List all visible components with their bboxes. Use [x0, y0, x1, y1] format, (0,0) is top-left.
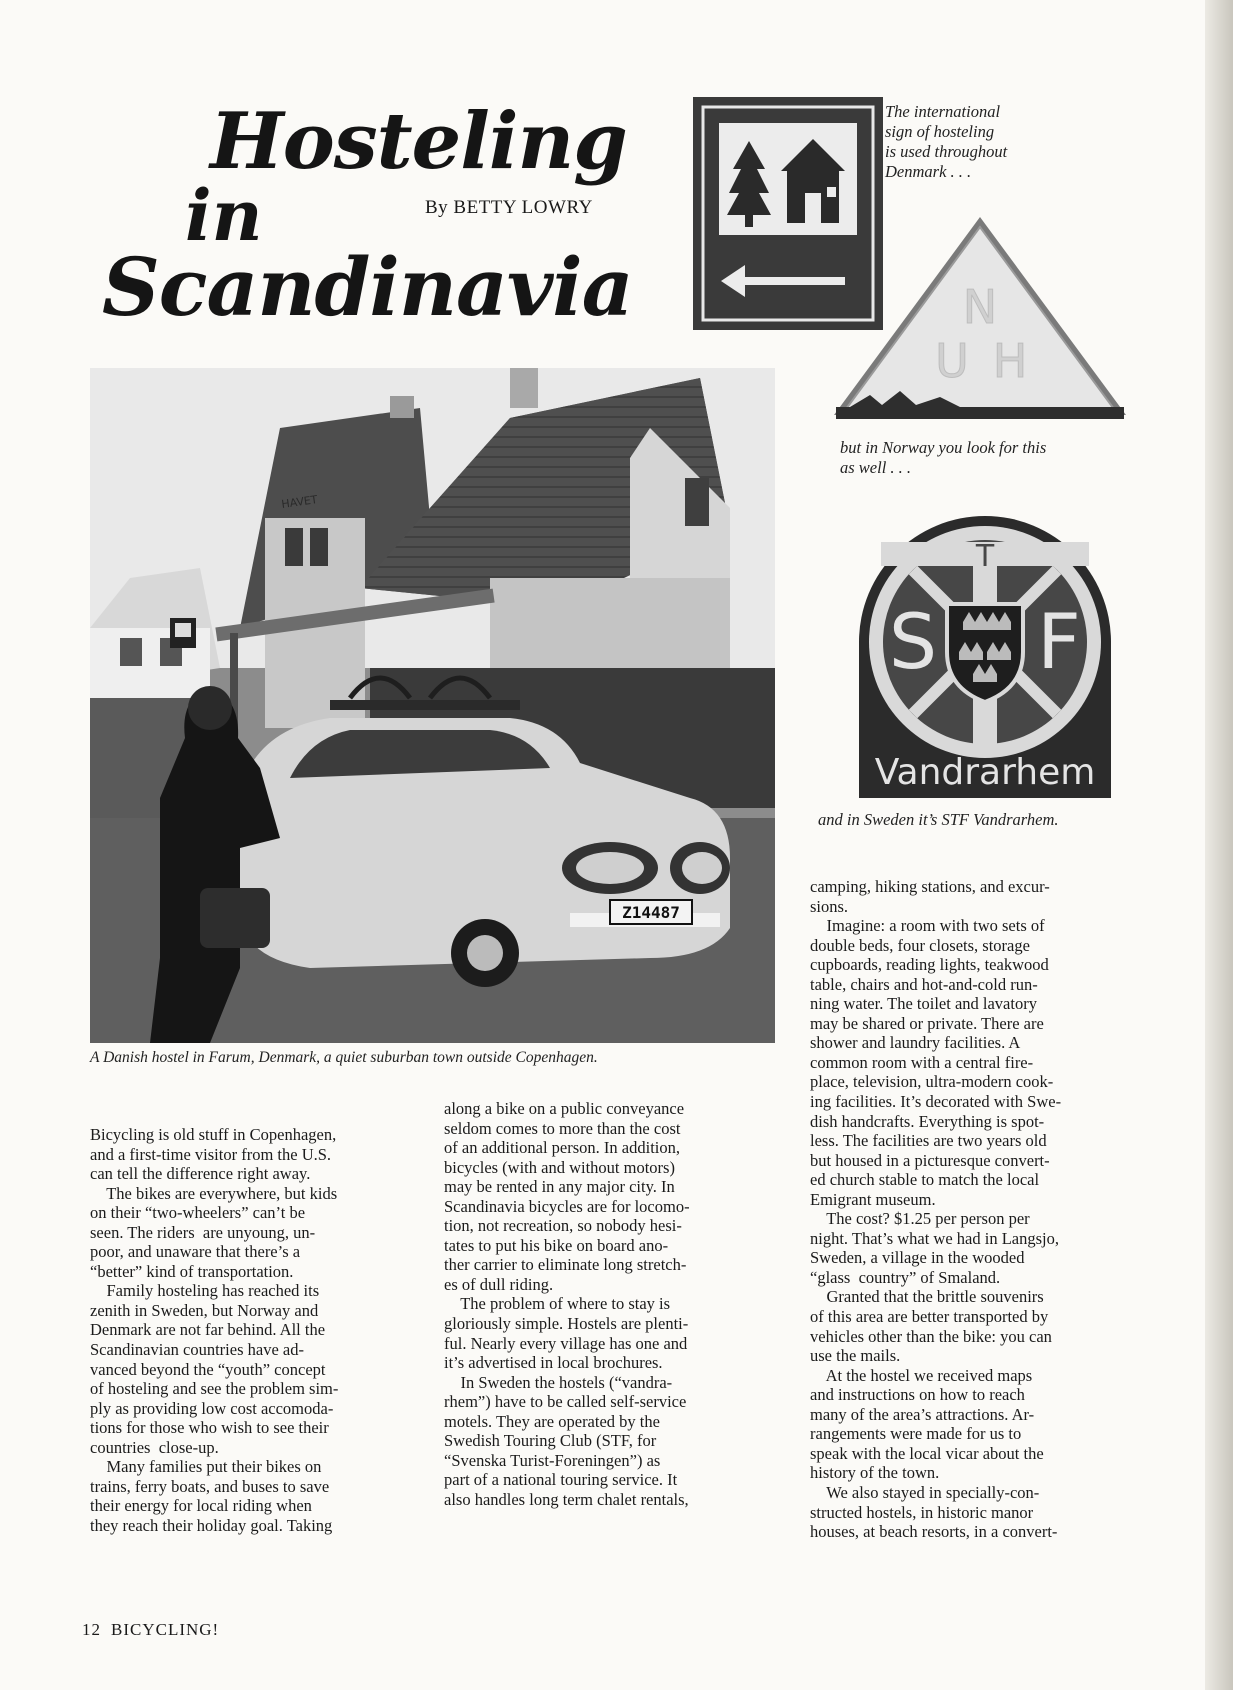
body-text-line: and a first-time visitor from the U.S.: [90, 1144, 332, 1164]
body-text-line: dish handcrafts. Everything is spot-: [810, 1111, 1045, 1131]
body-text-line: shower and laundry facilities. A: [810, 1033, 1021, 1053]
body-text-line: In Sweden the hostels (“vandra-: [444, 1372, 673, 1392]
page-folio: [82, 1620, 219, 1640]
body-text-line: they reach their holiday goal. Taking: [90, 1515, 333, 1535]
body-text-line: seldom comes to more than the cost: [444, 1118, 681, 1138]
body-text-line: and instructions on how to reach: [810, 1385, 1025, 1405]
body-text-line: “glass country” of Smaland.: [810, 1267, 1001, 1287]
body-text-line: We also stayed in specially-con-: [810, 1482, 1040, 1502]
house-sign-text: HAVET: [280, 493, 319, 511]
body-text-line: vanced beyond the “youth” concept: [90, 1359, 326, 1379]
body-text-line: seen. The riders are unyoung, un-: [90, 1222, 316, 1242]
body-text-line: can tell the difference right away.: [90, 1164, 311, 1184]
stf-letter-f: F: [1037, 597, 1081, 686]
body-text-line: Family hosteling has reached its: [90, 1281, 320, 1301]
body-text-line: table, chairs and hot-and-cold run-: [810, 974, 1038, 994]
caption-denmark: [885, 102, 1007, 182]
headline-line-3: Scandinavia: [102, 240, 633, 334]
caption-denmark-line: The international: [885, 102, 1001, 121]
body-text-line: Many families put their bikes on: [90, 1457, 322, 1477]
body-text-line: it’s advertised in local brochures.: [444, 1353, 663, 1373]
body-text-line: double beds, four closets, storage: [810, 935, 1030, 955]
body-text-line: camping, hiking stations, and excur-: [810, 877, 1050, 896]
caption-norway-line: but in Norway you look for this: [840, 438, 1047, 457]
body-text-line: less. The facilities are two years old: [810, 1131, 1047, 1151]
body-text-line: poor, and unaware that there’s a: [90, 1242, 301, 1262]
body-text-line: may be rented in any major city. In: [444, 1177, 675, 1197]
page-number: 12: [82, 1620, 101, 1639]
body-text-line: cupboards, reading lights, teakwood: [810, 955, 1049, 975]
body-text-line: also handles long term chalet rentals,: [444, 1489, 689, 1509]
body-text-line: Sweden, a village in the wooded: [810, 1248, 1025, 1268]
article-column-1: [90, 1125, 338, 1535]
body-text-line: Scandinavia bicycles are for locomo-: [444, 1196, 690, 1216]
body-text-line: es of dull riding.: [444, 1274, 554, 1294]
caption-denmark-line: sign of hosteling: [885, 122, 995, 141]
byline: By BETTY LOWRY: [425, 197, 593, 218]
body-text-line: of hosteling and see the problem sim-: [90, 1379, 339, 1399]
body-text-line: Bicycling is old stuff in Copenhagen,: [90, 1125, 337, 1144]
body-text-line: The bikes are everywhere, but kids: [90, 1183, 338, 1203]
caption-denmark-line: Denmark . . .: [885, 162, 972, 181]
headline-line-1: Hosteling: [210, 96, 627, 187]
body-text-line: At the hostel we received maps: [810, 1365, 1033, 1385]
body-text-line: Imagine: a room with two sets of: [810, 916, 1045, 936]
body-text-line: vehicles other than the bike: you can: [810, 1326, 1052, 1346]
stf-vandrarhem-word: Vandrarhem: [874, 752, 1096, 793]
body-text-line: motels. They are operated by the: [444, 1411, 660, 1431]
body-text-line: ful. Nearly every village has one and: [444, 1333, 688, 1353]
body-text-line: houses, at beach resorts, in a convert-: [810, 1522, 1058, 1542]
body-text-line: trains, ferry boats, and buses to save: [90, 1476, 330, 1496]
body-text-line: along a bike on a public conveyance: [444, 1099, 685, 1118]
caption-norway-line: as well . . .: [840, 458, 912, 477]
nuh-letter-n: N: [962, 280, 998, 334]
nuh-letter-h: H: [992, 334, 1028, 388]
stf-letter-s: S: [888, 597, 938, 686]
body-text-line: speak with the local vicar about the: [810, 1443, 1044, 1463]
body-text-line: night. That’s what we had in Langsjo,: [810, 1228, 1059, 1248]
body-text-line: ply as providing low cost accomoda-: [90, 1398, 334, 1418]
body-text-line: Scandinavian countries have ad-: [90, 1340, 304, 1360]
stf-vandrarhem-sign-image: [855, 512, 1115, 802]
body-text-line: of an additional person. In addition,: [444, 1138, 680, 1158]
body-text-line: Emigrant museum.: [810, 1189, 936, 1209]
body-text-line: bicycles (with and without motors): [444, 1157, 675, 1177]
body-text-line: place, television, ultra-modern cook-: [810, 1072, 1054, 1092]
body-text-line: countries close-up.: [90, 1437, 219, 1457]
body-text-line: zenith in Sweden, but Norway and: [90, 1300, 319, 1320]
body-text-line: The cost? $1.25 per person per: [810, 1209, 1030, 1229]
article-column-2: [444, 1099, 690, 1509]
license-plate: Z14487: [622, 903, 680, 922]
body-text-line: Granted that the brittle souvenirs: [810, 1287, 1044, 1307]
body-text-line: on their “two-wheelers” can’t be: [90, 1203, 306, 1223]
magazine-name: BICYCLING!: [111, 1620, 220, 1639]
body-text-line: ther carrier to eliminate long stretch-: [444, 1255, 687, 1275]
danish-hostel-photo: [90, 368, 775, 1043]
body-text-line: rangements were made for us to: [810, 1424, 1022, 1444]
body-text-line: rhem”) have to be called self-service: [444, 1392, 687, 1412]
nuh-letter-u: U: [935, 334, 969, 388]
body-text-line: The problem of where to stay is: [444, 1294, 671, 1314]
body-text-line: many of the area’s attractions. Ar-: [810, 1404, 1035, 1424]
body-text-line: “better” kind of transportation.: [90, 1261, 294, 1281]
nuh-triangle-sign-image: [830, 215, 1130, 423]
body-text-line: “Svenska Turist-Foreningen”) as: [444, 1450, 661, 1470]
body-text-line: tions for those who wish to see their: [90, 1418, 329, 1438]
stf-letter-t: T: [975, 539, 995, 574]
body-text-line: but housed in a picturesque convert-: [810, 1150, 1050, 1170]
caption-denmark-line: is used throughout: [885, 142, 1008, 161]
article-column-3: [810, 877, 1061, 1542]
body-text-line: of this area are better transported by: [810, 1307, 1049, 1327]
photo-caption: A Danish hostel in Farum, Denmark, a quiet suburban town outside Copenhagen.: [90, 1049, 598, 1066]
body-text-line: ing facilities. It’s decorated with Swe-: [810, 1092, 1062, 1112]
body-text-line: tion, not recreation, so nobody hesi-: [444, 1216, 682, 1236]
body-text-line: sions.: [810, 896, 849, 916]
body-text-line: use the mails.: [810, 1346, 901, 1366]
body-text-line: ed church stable to match the local: [810, 1170, 1040, 1190]
body-text-line: may be shared or private. There are: [810, 1013, 1044, 1033]
caption-norway: [840, 438, 1046, 478]
body-text-line: Swedish Touring Club (STF, for: [444, 1431, 657, 1451]
page-edge-shadow: [1205, 0, 1233, 1690]
body-text-line: Denmark are not far behind. All the: [90, 1320, 326, 1340]
body-text-line: part of a national touring service. It: [444, 1470, 678, 1490]
body-text-line: common room with a central fire-: [810, 1052, 1034, 1072]
body-text-line: ning water. The toilet and lavatory: [810, 994, 1037, 1014]
body-text-line: history of the town.: [810, 1463, 940, 1483]
body-text-line: structed hostels, in historic manor: [810, 1502, 1034, 1522]
body-text-line: tates to put his bike on board ano-: [444, 1235, 669, 1255]
body-text-line: their energy for local riding when: [90, 1496, 312, 1516]
body-text-line: gloriously simple. Hostels are plenti-: [444, 1314, 689, 1334]
headline-line-2: in: [185, 174, 263, 257]
caption-sweden: and in Sweden it’s STF Vandrarhem.: [818, 810, 1059, 829]
